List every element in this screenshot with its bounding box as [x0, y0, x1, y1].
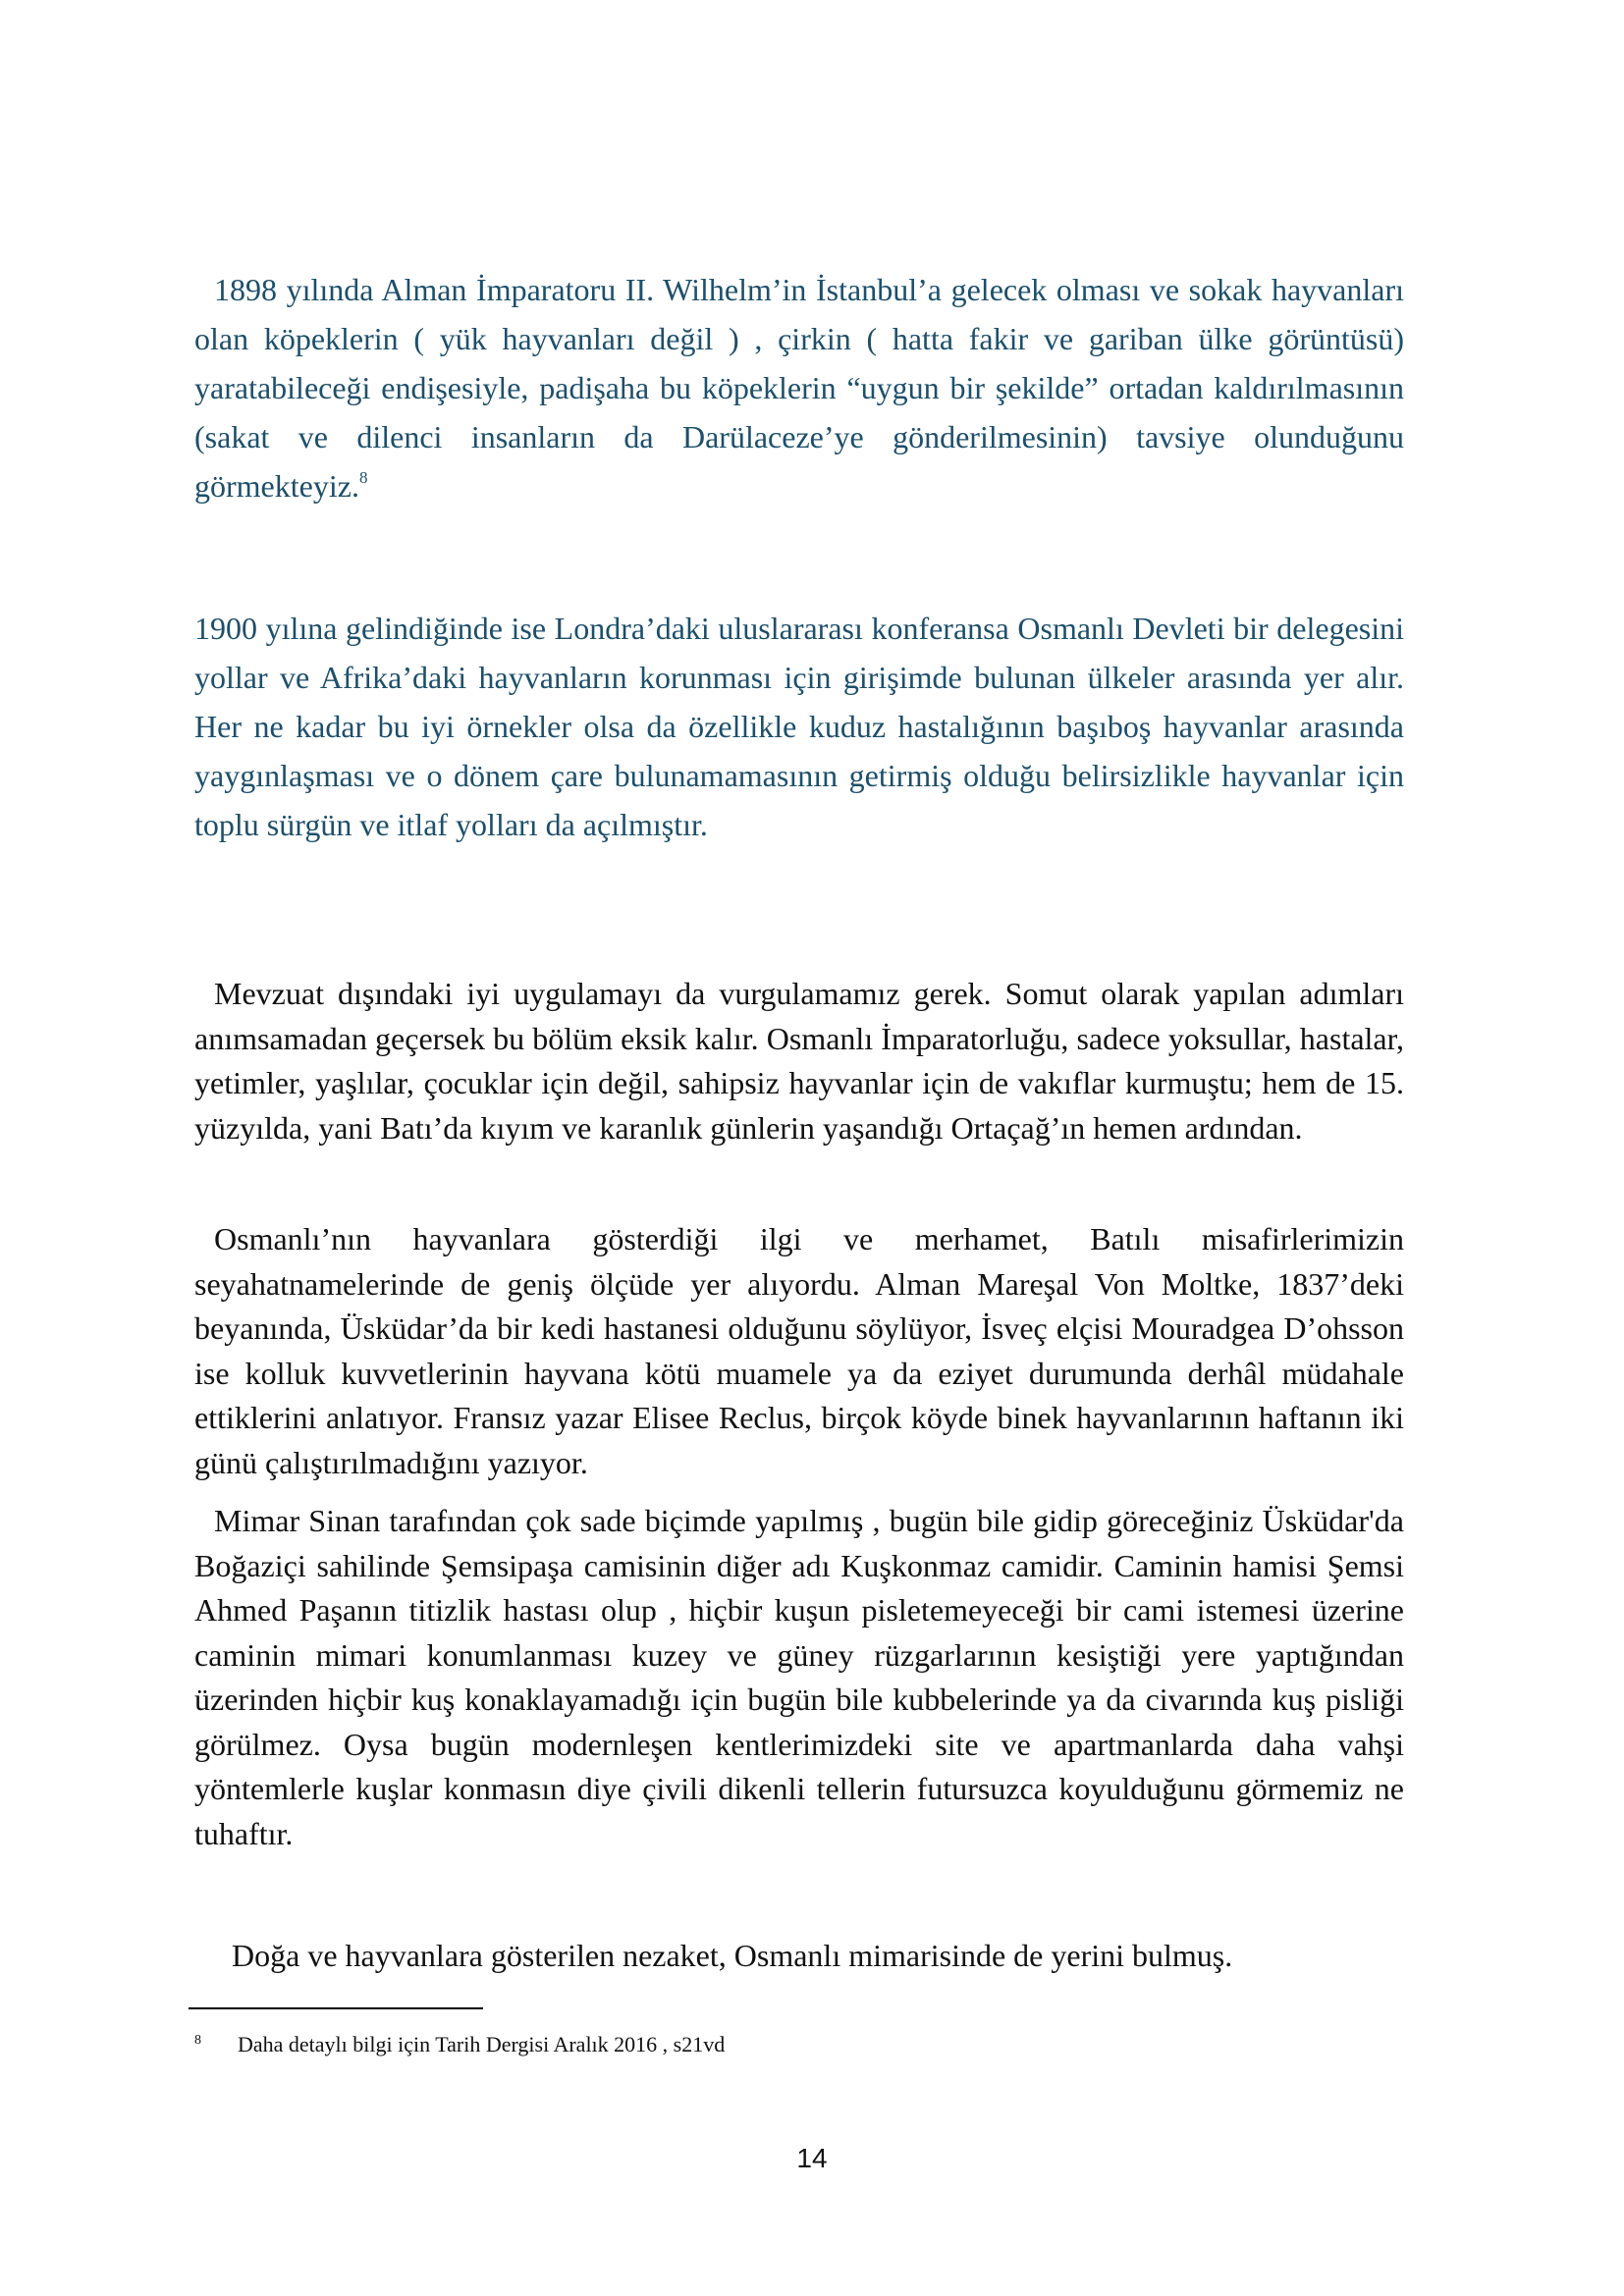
- paragraph-architecture-courtesy: [232, 1934, 1449, 1979]
- page-number: 14: [796, 2143, 828, 2173]
- footnote-8: [189, 2032, 725, 2057]
- footnote-separator: [189, 2007, 483, 2009]
- paragraph-text: Mevzuat dışındaki iyi uygulamayı da vurgulamamız gerek. Somut olarak yapılan adımları anımsamadan geçersek bu bölüm eksik kalır. Osmanlı İmparatorluğu, sadece yoksullar, hastalar, yetimler, yaşlılar, çocuklar için değil, sahipsiz hayvanlar için de vakıflar kurmuştu; hem de 15. yüzyılda, yani Batı’da kıyım ve karanlık günlerin yaşandığı Ortaçağ’ın hemen ardından.: [194, 976, 1404, 1146]
- paragraph-foundations: [194, 972, 1404, 1150]
- paragraph-text: 1900 yılına gelindiğinde ise Londra’daki uluslararası konferansa Osmanlı Devleti bir delegesini yollar ve Afrika’daki hayvanların korunması için girişimde bulunan ülkeler arasında yer alır. Her ne kadar bu iyi örnekler olsa da özellikle kuduz hastalığının başıboş hayvanlar arasında yaygınlaşması ve o dönem çare bulunamamasının getirmiş olduğu belirsizlikle hayvanlar için toplu sürgün ve itlaf yolları da açılmıştır.: [194, 611, 1404, 842]
- paragraph-kuskonmaz-mosque: [194, 1499, 1404, 1856]
- footnote-reference[interactable]: 8: [358, 468, 368, 487]
- paragraph-wilhelm-visit: [194, 265, 1404, 510]
- paragraph-london-conference: [194, 604, 1404, 849]
- paragraph-text: 1898 yılında Alman İmparatoru II. Wilhelm’in İstanbul’a gelecek olması ve sokak hayvanları olan köpeklerin ( yük hayvanları değil ) , çirkin ( hatta fakir ve gariban ülke görüntüsü) yaratabileceği endişesiyle, padişaha bu köpeklerin “uygun bir şekilde” ortadan kaldırılmasının (sakat ve dilenci insanların da Darülaceze’ye gönderilmesinin) tavsiye olunduğunu görmekteyiz.: [194, 272, 1404, 504]
- paragraph-western-travelers: [194, 1217, 1404, 1485]
- paragraph-text: Doğa ve hayvanlara gösterilen nezaket, Osmanlı mimarisinde de yerini bulmuş.: [232, 1938, 1233, 1973]
- paragraph-text: Mimar Sinan tarafından çok sade biçimde yapılmış , bugün bile gidip göreceğiniz Üsküdar'da Boğaziçi sahilinde Şemsipaşa camisinin diğer adı Kuşkonmaz camidir. Caminin hamisi Şemsi Ahmed Paşanın titizlik hastası olup , hiçbir kuşun pisletemeyeceği bir cami istemesi üzerine caminin mimari konumlanması kuzey ve güney rüzgarlarının kesiştiği yere yaptığından üzerinden hiçbir kuş konaklayamadığı için bugün bile kubbelerinde ya da civarında kuş pisliği görülmez. Oysa bugün modernleşen kentlerimizdeki site ve apartmanlarda daha vahşi yöntemlerle kuşlar konmasın diye çivili dikenli tellerin futursuzca koyulduğunu görmemiz ne tuhaftır.: [194, 1503, 1404, 1851]
- paragraph-text: Osmanlı’nın hayvanlara gösterdiği ilgi ve merhamet, Batılı misafirlerimizin seyahatnamelerinde de geniş ölçüde yer alıyordu. Alman Mareşal Von Moltke, 1837’deki beyanında, Üsküdar’da bir kedi hastanesi olduğunu söylüyor, İsveç elçisi Mouradgea D’ohsson ise kolluk kuvvetlerinin hayvana kötü muamele ya da eziyet durumunda derhâl müdahale ettiklerini anlatıyor. Fransız yazar Elisee Reclus, birçok köyde binek hayvanlarının haftanın iki günü çalıştırılmadığını yazıyor.: [194, 1221, 1404, 1480]
- footnote-text: Daha detaylı bilgi için Tarih Dergisi Aralık 2016 , s21vd: [238, 2032, 726, 2056]
- footnote-mark: 8: [194, 2033, 201, 2048]
